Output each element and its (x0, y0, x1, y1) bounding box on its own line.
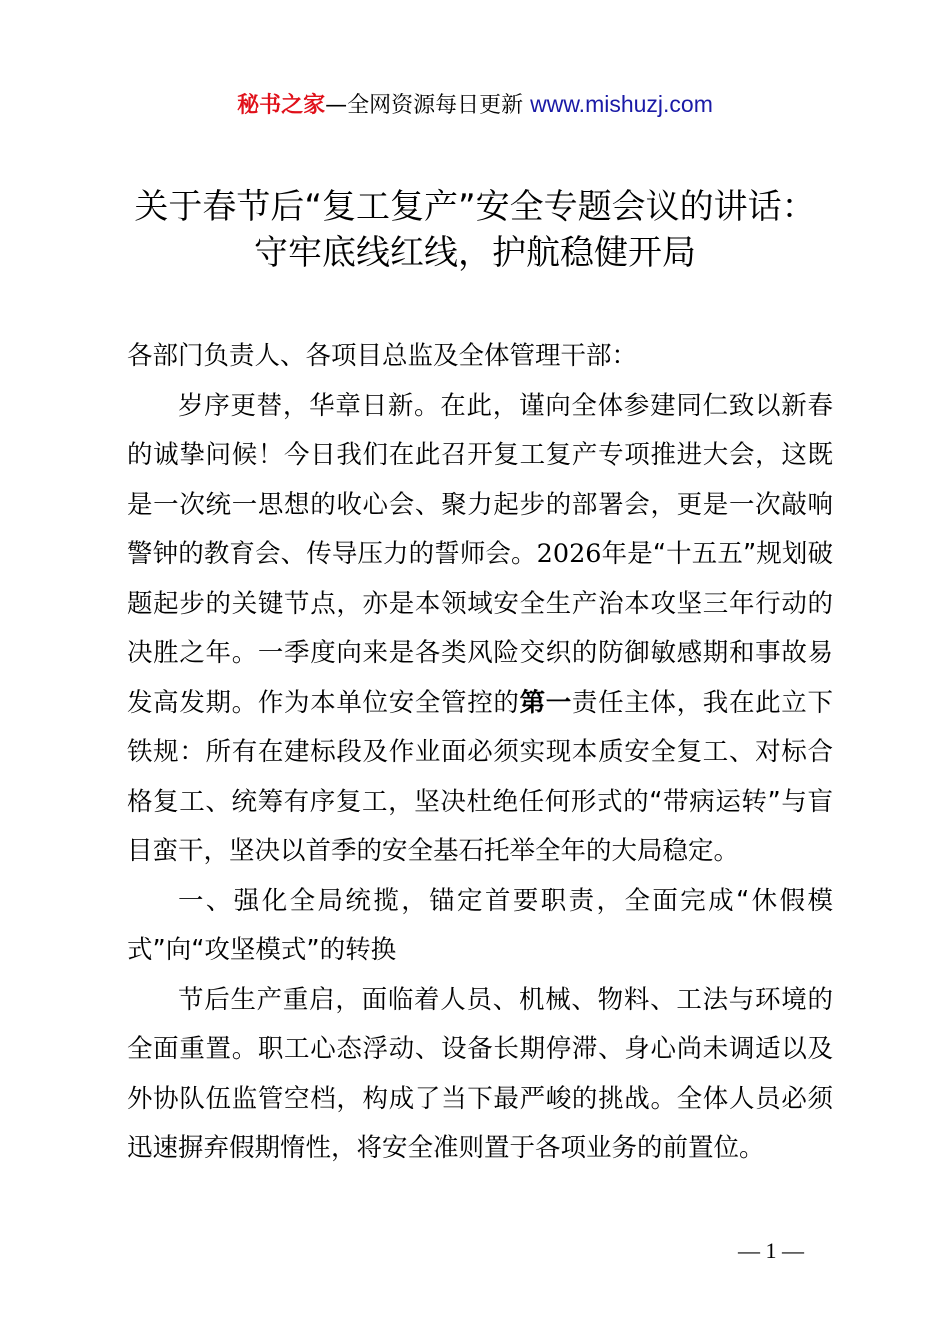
site-header (0, 86, 950, 124)
paragraph-1-part-3: 责任主体，我在此立下铁规：所有在建标段及作业面必须实现本质安全复工、对标合格复工、统筹有序复工，坚决杜绝任何形式的“带病运转”与盲目蛮干，坚决以首季的安全基石托举全年的大局稳定。 (127, 687, 833, 866)
section-heading-1: 一、强化全局统揽，锚定首要职责，全面完成“休假模式”向“攻坚模式”的转换 (127, 885, 833, 965)
salutation: 各部门负责人、各项目总监及全体管理干部： (127, 341, 638, 371)
document-body (127, 332, 833, 1174)
title-line-2: 守牢底线红线，护航稳健开局 (254, 233, 696, 273)
paragraph-1 (127, 382, 833, 877)
title-line-1: 关于春节后“复工复产”安全专题会议的讲话： (134, 187, 816, 227)
page-number: — 1 — (738, 1238, 804, 1263)
paragraph-1-part-2: 年是“十五五”规划破题起步的关键节点，亦是本领域安全生产治本攻坚三年行动的决胜之年。一季度向来是各类风险交织的防御敏感期和事故易发高发期。作为本单位安全管控的 (127, 539, 833, 718)
site-brand: 秘书之家 (237, 93, 326, 118)
site-url[interactable]: www.mishuzj.com (530, 91, 713, 117)
paragraph-1-bold: 第一 (519, 687, 572, 718)
document-title (60, 184, 890, 276)
paragraph-2: 节后生产重启，面临着人员、机械、物料、工法与环境的全面重置。职工心态浮动、设备长期停滞、身心尚未调适以及外协队伍监管空档，构成了当下最严峻的挑战。全体人员必须迅速摒弃假期惰性，将安全准则置于各项业务的前置位。 (127, 984, 833, 1163)
site-slogan: —全网资源每日更新 (325, 93, 531, 118)
paragraph-1-part-1: 岁序更替，华章日新。在此，谨向全体参建同仁致以新春的诚挚问候！今日我们在此召开复工复产专项推进大会，这既是一次统一思想的收心会、聚力起步的部署会，更是一次敲响警钟的教育会、传导压力的誓师会。 (127, 390, 833, 569)
paragraph-1-year: 2026 (536, 539, 602, 569)
